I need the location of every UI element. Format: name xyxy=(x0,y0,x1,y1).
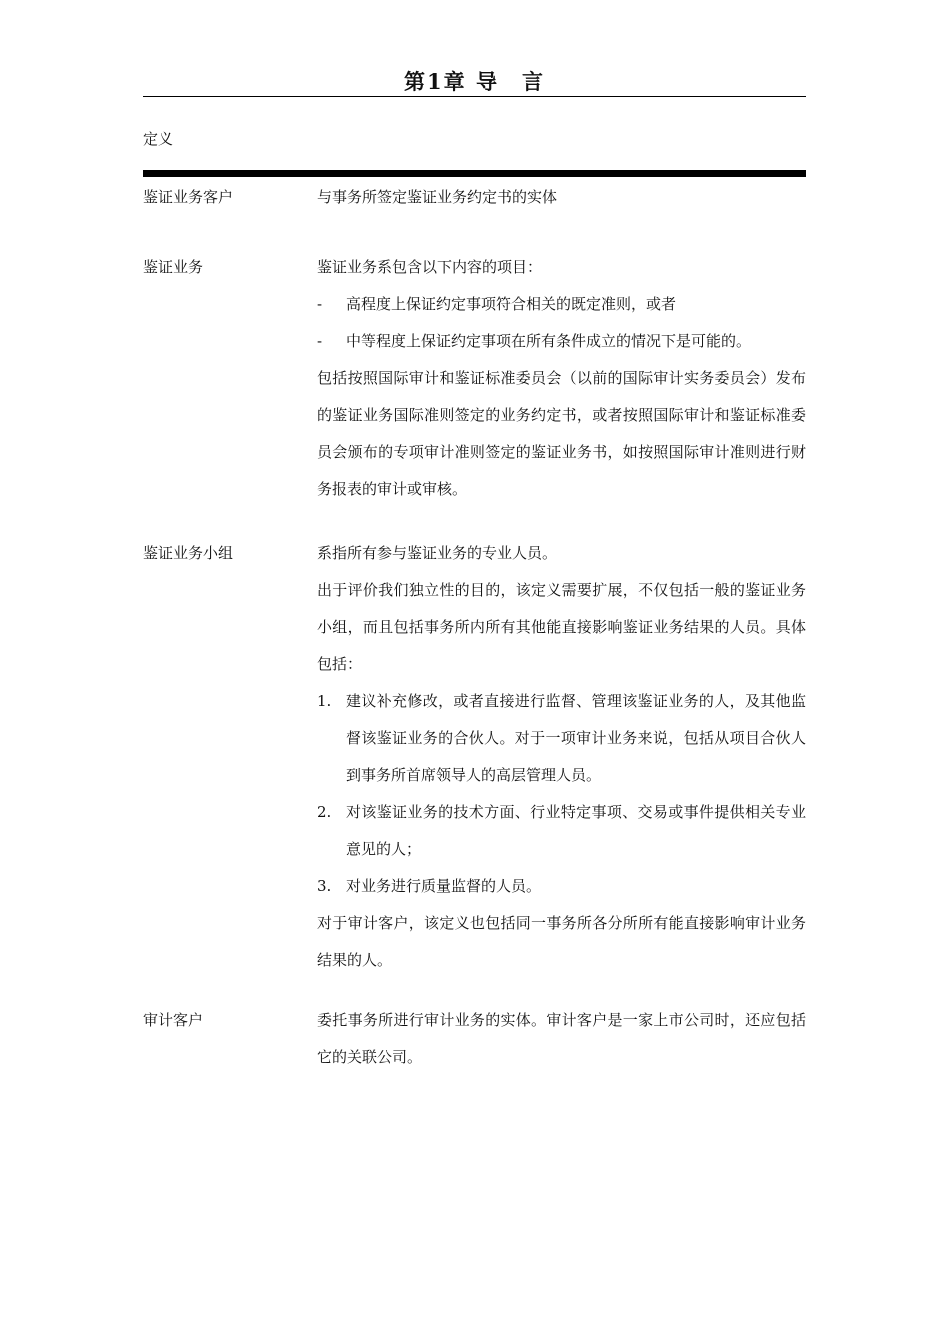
definition-assurance-client xyxy=(317,179,806,216)
list-item-text: 建议补充修改，或者直接进行监督、管理该鉴证业务的人，及其他监督该鉴证业务的合伙人。对于一项审计业务来说，包括从项目合伙人到事务所首席领导人的高层管理人员。 xyxy=(346,692,806,784)
list-item xyxy=(317,683,806,794)
list-item xyxy=(317,868,806,905)
definition-intro: 系指所有参与鉴证业务的专业人员。 xyxy=(317,544,558,562)
list-item xyxy=(317,794,806,868)
title-divider xyxy=(143,96,806,97)
definition-text: 与事务所签定鉴证业务约定书的实体 xyxy=(317,188,558,206)
list-marker: 3. xyxy=(317,877,332,895)
definition-assurance-engagement xyxy=(317,249,806,508)
chapter-title: 第1章 导 言 xyxy=(404,69,545,94)
definition-text: 委托事务所进行审计业务的实体。审计客户是一家上市公司时，还应包括它的关联公司。 xyxy=(317,1011,806,1066)
list-item xyxy=(317,323,806,360)
term-assurance-client: 鉴证业务客户 xyxy=(143,188,234,206)
list-marker: 2. xyxy=(317,803,332,821)
term-audit-client: 审计客户 xyxy=(143,1011,204,1029)
definition-paragraph: 包括按照国际审计和鉴证标准委员会（以前的国际审计实务委员会）发布的鉴证业务国际准则签定的业务约定书，或者按照国际审计和鉴证标准委员会颁布的专项审计准则签定的鉴证业务书，如按照国际审计准则进行财务报表的审计或审核。 xyxy=(317,369,806,498)
term-assurance-team: 鉴证业务小组 xyxy=(143,544,234,562)
list-item-text: 对业务进行质量监督的人员。 xyxy=(346,877,542,895)
list-marker: - xyxy=(317,295,323,313)
section-label: 定义 xyxy=(143,130,174,148)
list-item-text: 中等程度上保证约定事项在所有条件成立的情况下是可能的。 xyxy=(346,332,752,350)
list-item-text: 对该鉴证业务的技术方面、行业特定事项、交易或事件提供相关专业意见的人； xyxy=(346,803,806,858)
definition-paragraph: 出于评价我们独立性的目的，该定义需要扩展，不仅包括一般的鉴证业务小组，而且包括事务所内所有其他能直接影响鉴证业务结果的人员。具体包括： xyxy=(317,581,806,673)
term-assurance-engagement: 鉴证业务 xyxy=(143,258,204,276)
definition-assurance-team xyxy=(317,535,806,979)
definition-paragraph: 对于审计客户，该定义也包括同一事务所各分所所有能直接影响审计业务结果的人。 xyxy=(317,914,806,969)
list-item xyxy=(317,286,806,323)
section-divider xyxy=(143,170,806,177)
list-item-text: 高程度上保证约定事项符合相关的既定准则，或者 xyxy=(346,295,677,313)
list-marker: 1. xyxy=(317,692,332,710)
definition-audit-client xyxy=(317,1002,806,1076)
definition-intro: 鉴证业务系包含以下内容的项目： xyxy=(317,258,543,276)
list-marker: - xyxy=(317,332,323,350)
